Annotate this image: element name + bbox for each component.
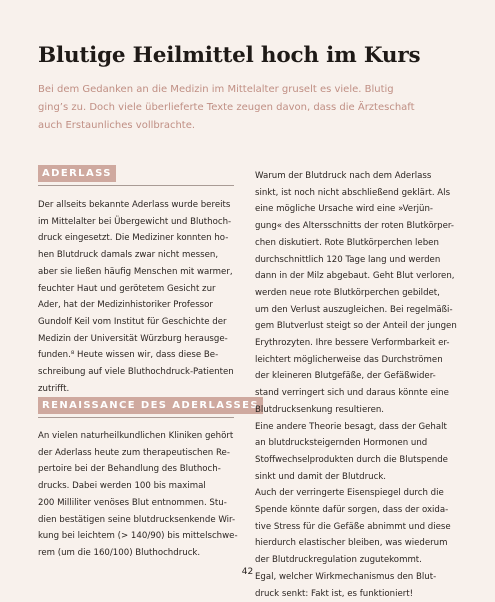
text-line: Medizin der Universität Würzburg herausge- xyxy=(38,333,228,344)
text-line: um den Verlust auszugleichen. Bei regelmäßi- xyxy=(255,304,453,315)
section-heading-renaissance: RENAISSANCE DES ADERLASSES xyxy=(38,397,263,414)
text-line: tive Stress für die Gefäße abnimmt und diese xyxy=(255,521,451,532)
text-line: pertoire bei der Behandlung des Bluthoch- xyxy=(38,464,221,475)
text-line: sinkt, ist noch nicht abschließend geklärt. Als xyxy=(255,187,451,198)
section-heading-aderlass: ADERLASS xyxy=(38,165,116,182)
text-line: rem (um die 160/100) Bluthochdruck. xyxy=(38,547,201,558)
lead-paragraph: Bei dem Gedanken an die Medizin im Mittelalter gruselt es viele. Blutig ging’s zu. Doch viele überlieferte Texte zeugen davon, dass die Ärzteschaft auch Erstaunliches vollbrachte. xyxy=(38,84,415,131)
text-line: Egal, welcher Wirkmechanismus den Blut- xyxy=(255,571,437,582)
text-line: an blutdrucksteigernden Hormonen und xyxy=(255,438,428,449)
page-number: 42 xyxy=(241,567,254,577)
text-line: schreibung auf viele Bluthochdruck-Patienten xyxy=(38,367,234,378)
text-line: Erythrozyten. Ihre bessere Verformbarkeit er- xyxy=(255,338,450,349)
text-line: gem Blutverlust steigt so der Anteil der jungen xyxy=(255,321,457,332)
text-line: der Aderlass heute zum therapeutischen Re- xyxy=(38,447,230,458)
text-line: der kleineren Blutgefäße, der Gefäßwider- xyxy=(255,371,436,382)
text-line: dann in der Milz abgebaut. Geht Blut verloren, xyxy=(255,271,455,282)
text-line: An vielen naturheilkundlichen Kliniken gehört xyxy=(38,431,234,441)
text-line: chen diskutiert. Rote Blutkörperchen leben xyxy=(255,237,439,248)
text-line: leichtert möglicherweise das Durchströmen xyxy=(255,354,443,365)
text-line: stand verringert sich und daraus könnte eine xyxy=(255,388,449,399)
text-line: im Mittelalter bei Übergewicht und Bluthoch- xyxy=(38,216,232,227)
section-divider xyxy=(38,185,234,186)
text-line: Ader, hat der Medizinhistoriker Professor xyxy=(38,300,213,311)
text-line: drucks. Dabei werden 100 bis maximal xyxy=(38,481,206,492)
text-line: Warum der Blutdruck nach dem Aderlass xyxy=(255,171,432,181)
text-line: funden.⁸ Heute wissen wir, dass diese Be- xyxy=(38,350,219,361)
right-column-text xyxy=(255,168,457,602)
text-line: Eine andere Theorie besagt, dass der Gehalt xyxy=(255,421,447,432)
text-line: Gundolf Keil vom Institut für Geschichte der xyxy=(38,316,227,327)
text-line: Der allseits bekannte Aderlass wurde bereits xyxy=(38,200,231,210)
text-line: aber sie ließen häufig Menschen mit warmer, xyxy=(38,266,233,277)
text-line: 200 Milliliter venöses Blut entnommen. Stu- xyxy=(38,497,227,508)
text-line: der Blutdruckregulation zugutekommt. xyxy=(255,555,422,566)
section-body-aderlass xyxy=(38,197,234,397)
text-line: zutrifft. xyxy=(38,383,70,394)
text-line: dien bestätigen seine blutdrucksenkende Wir- xyxy=(38,514,236,525)
text-line: durchschnittlich 120 Tage lang und werden xyxy=(255,254,441,265)
text-line: hen Blutdruck damals zwar nicht messen, xyxy=(38,250,219,261)
section-divider xyxy=(38,417,234,418)
text-line: kung bei leichtem (> 140/90) bis mittelschwe- xyxy=(38,531,238,542)
page-title: Blutige Heilmittel hoch im Kurs xyxy=(38,43,421,68)
text-line: druck senkt: Fakt ist, es funktioniert! xyxy=(255,588,414,599)
text-line: sinkt und damit der Blutdruck. xyxy=(255,471,387,482)
text-line: Stoffwechselprodukten durch die Blutspende xyxy=(255,454,448,465)
text-line: eine mögliche Ursache wird eine »Verjün- xyxy=(255,204,433,215)
text-line: hierdurch elastischer bleiben, was wiederum xyxy=(255,538,448,549)
text-line: druck eingesetzt. Die Mediziner konnten ho- xyxy=(38,233,229,244)
section-body-renaissance xyxy=(38,428,238,562)
text-line: gung« des Altersschnitts der roten Blutkörper- xyxy=(255,221,454,232)
text-line: Blutdrucksenkung resultieren. xyxy=(255,404,385,415)
text-line: werden neue rote Blutkörperchen gebildet, xyxy=(255,287,440,298)
text-line: Auch der verringerte Eisenspiegel durch die xyxy=(255,488,444,499)
text-line: Spende könnte dafür sorgen, dass der oxida- xyxy=(255,505,449,516)
text-line: feuchter Haut und gerötetem Gesicht zur xyxy=(38,283,216,294)
